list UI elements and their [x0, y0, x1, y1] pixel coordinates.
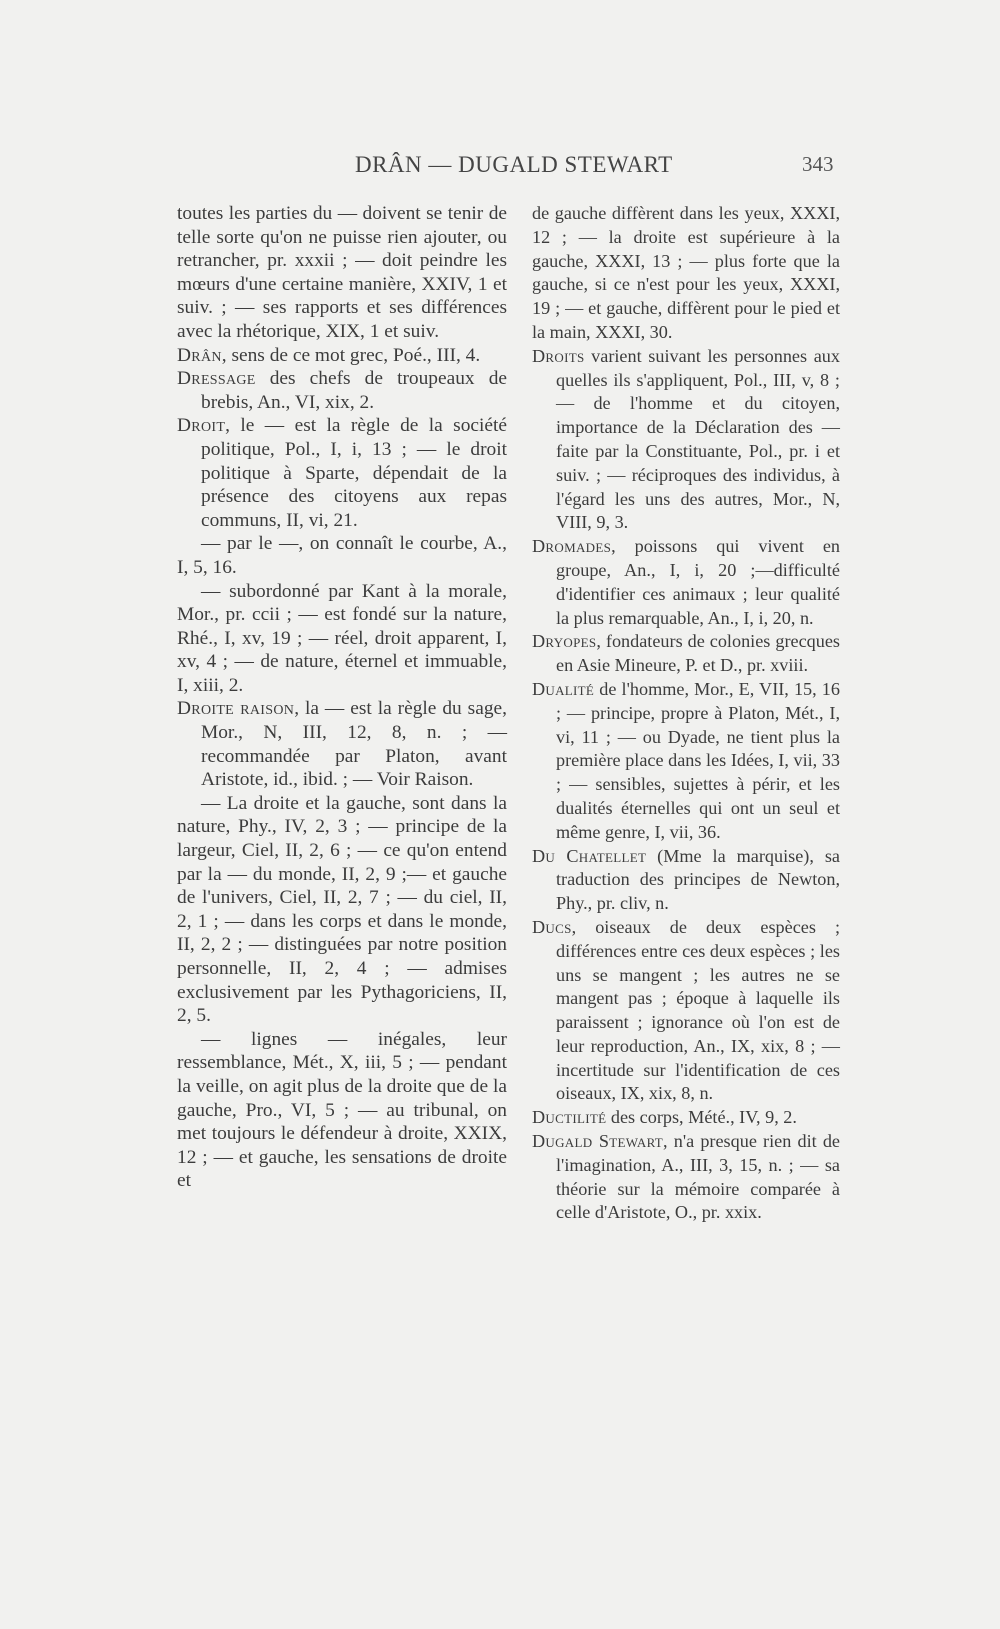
index-entry: Ductilité des corps, Mété., IV, 9, 2.	[532, 1107, 797, 1128]
left-column	[177, 202, 507, 1193]
headword: Dromades	[532, 536, 612, 557]
headword: Dualité	[532, 678, 595, 699]
page-number: 343	[802, 152, 834, 176]
index-subentry: — par le —, on connaît le courbe, A., I, 5, 16.	[177, 533, 507, 578]
index-entry: Ducs, oiseaux de deux espèces ; différences entre ces deux espèces ; les uns se mangent ; les autres ne se mangent pas ; époque à laquelle ils paraissent ; ignorance où l'on est de leur reproduction, An., IX, xix, 8 ; — incertitude sur l'identification de ces oiseaux, IX, xix, 8, n.	[532, 916, 840, 1104]
index-entry: Dryopes, fondateurs de colonies grecques en Asie Mineure, P. et D., pr. xviii.	[532, 631, 840, 676]
index-entry: Droit, le — est la règle de la société politique, Pol., I, i, 13 ; — le droit politique à Sparte, dépendait de la présence des citoyens aux repas communs, II, vi, 21.	[177, 415, 507, 531]
running-title: DRÂN — DUGALD STEWART	[355, 152, 673, 177]
right-column	[532, 202, 840, 1225]
index-subentry: — subordonné par Kant à la morale, Mor., pr. ccii ; — est fondé sur la nature, Rhé., I, xv, 19 ; — réel, droit apparent, I, xv, 4 ; — de nature, éternel et immuable, I, xiii, 2.	[177, 580, 507, 696]
index-entry: Dualité de l'homme, Mor., E, VII, 15, 16 ; — principe, propre à Platon, Mét., I, vi, 11 ; — ou Dyade, ne tient plus la première place dans les Idées, I, vii, 33 ; — sensibles, sujettes à périr, et les dualités éternelles qui ont un seul et même genre, I, vii, 36.	[532, 678, 840, 842]
headword: Dugald Stewart	[532, 1131, 664, 1152]
headword: Droite raison	[177, 698, 295, 720]
headword: Drân	[177, 344, 222, 366]
headword: Ductilité	[532, 1107, 607, 1128]
index-entry: de gauche diffèrent dans les yeux, XXXI, 12 ; — la droite est supérieure à la gauche, XXXI, 13 ; — plus forte que la gauche, si ce n'est pour les yeux, XXXI, 19 ; — et gauche, diffèrent pour le pied et la main, XXXI, 30.	[532, 203, 840, 342]
index-entry: toutes les parties du — doivent se tenir de telle sorte qu'on ne puisse rien ajouter, ou retrancher, pr. xxxii ; — doit peindre les mœurs d'une certaine manière, XXIV, 1 et suiv. ; — ses rapports et ses différences avec la rhétorique, XIX, 1 et suiv.	[177, 203, 507, 342]
index-entry: Dugald Stewart, n'a presque rien dit de l'imagination, A., III, 3, 15, n. ; — sa théorie sur la mémoire comparée à celle d'Aristote, O., pr. xxix.	[532, 1131, 840, 1223]
headword: Droits	[532, 345, 585, 366]
index-entry: Droite raison, la — est la règle du sage, Mor., N, III, 12, 8, n. ; — recommandée par Platon, avant Aristote, id., ibid. ; — Voir Raison.	[177, 698, 507, 791]
index-entry: Drân, sens de ce mot grec, Poé., III, 4.	[177, 344, 481, 366]
headword: Droit	[177, 415, 226, 437]
index-entry: Dressage des chefs de troupeaux de brebis, An., VI, xix, 2.	[177, 368, 507, 413]
index-subentry: — lignes — inégales, leur ressemblance, Mét., X, iii, 5 ; — pendant la veille, on agit plus de la droite que de la gauche, Pro., VI, 5 ; — au tribunal, on met toujours le défendeur à droite, XXIX, 12 ; — et gauche, les sensations de droite et	[177, 1028, 507, 1192]
index-entry: Dromades, poissons qui vivent en groupe, An., I, i, 20 ;—difficulté d'identifier ces animaux ; leur qualité la plus remarquable, An., I, i, 20, n.	[532, 536, 840, 628]
headword: Dryopes	[532, 631, 597, 652]
headword: Du Chatellet	[532, 845, 647, 866]
index-entry: Droits varient suivant les personnes aux quelles ils s'appliquent, Pol., III, v, 8 ; — de l'homme et du citoyen, importance de la Déclaration des — faite par la Constituante, Pol., pr. i et suiv. ; — réciproques des individus, à l'égard les uns des autres, Mor., N, VIII, 9, 3.	[532, 345, 840, 533]
index-subentry: — La droite et la gauche, sont dans la nature, Phy., IV, 2, 3 ; — principe de la largeur, Ciel, II, 2, 6 ; — ce qu'on entend par la — du monde, II, 2, 9 ;— et gauche de l'univers, Ciel, II, 2, 7 ; — du ciel, II, 2, 1 ; — dans les corps et dans le monde, II, 2, 2 ; — distinguées par notre position personnelle, II, 2, 4 ; — admises exclusivement par les Pythagoriciens, II, 2, 5.	[177, 792, 507, 1027]
headword: Dressage	[177, 368, 256, 390]
headword: Ducs	[532, 916, 572, 937]
index-entry: Du Chatellet (Mme la marquise), sa traduction des principes de Newton, Phy., pr. cliv, n.	[532, 845, 840, 914]
